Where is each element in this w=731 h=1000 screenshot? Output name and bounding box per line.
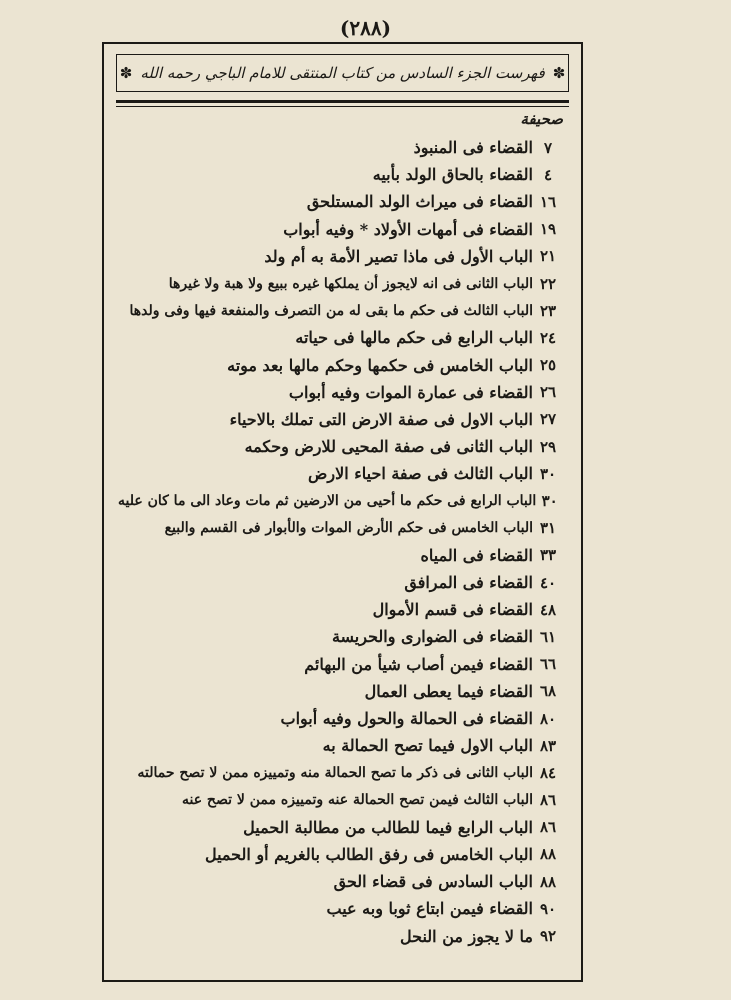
entry-page-number: ٦٨ xyxy=(539,682,557,701)
page-column-header: صحيفة xyxy=(520,110,563,128)
index-entry xyxy=(118,705,563,732)
entry-title: الباب الثانى فى انه لايجوز أن يملكها غيره ببيع ولا هبة ولا غيرها xyxy=(168,275,533,292)
index-entry xyxy=(118,623,563,650)
entry-title: القضاء فيما يعطى العمال xyxy=(364,681,533,701)
entry-title: الباب الاول فيما تصح الحمالة به xyxy=(322,736,533,756)
index-entry xyxy=(118,651,563,678)
index-entry xyxy=(118,678,563,705)
index-entry xyxy=(118,759,563,786)
index-entry xyxy=(118,406,563,433)
entry-title: الباب الثالث فى حكم ما بقى له من التصرف والمنفعة فيها وفى ولدها xyxy=(129,302,533,319)
entry-title: الباب الثانى فى صفة المحيى للارض وحكمه xyxy=(244,437,533,457)
index-frame xyxy=(102,42,583,982)
entry-page-number: ٤ xyxy=(543,165,553,184)
entry-page-number: ٤٨ xyxy=(539,600,557,619)
index-title: فهرست الجزء السادس من كتاب المنتقى للامام الباجي رحمه الله xyxy=(140,64,545,82)
entry-title: الباب الخامس فى حكمها وحكم مالها بعد موته xyxy=(227,355,533,375)
entry-title: القضاء فى ميراث الولد المستلحق xyxy=(306,192,533,212)
entry-title: الباب الرابع فيما للطالب من مطالبة الحميل xyxy=(243,817,533,837)
entry-title: الباب الخامس فى حكم الأرض الموات والأبوار فى القسم والبيع xyxy=(164,520,533,537)
index-entry xyxy=(118,487,563,514)
entry-page-number: ٢٥ xyxy=(539,356,557,375)
index-entry xyxy=(118,188,563,215)
entry-title: ما لا يجوز من النحل xyxy=(400,926,533,946)
index-entry xyxy=(118,841,563,868)
index-entry xyxy=(118,569,563,596)
entry-title: الباب الرابع فى حكم مالها فى حياته xyxy=(295,328,533,348)
index-entry xyxy=(118,460,563,487)
entry-page-number: ٦١ xyxy=(539,627,557,646)
entry-title: القضاء فى المنبوذ xyxy=(413,138,533,158)
index-entry xyxy=(118,787,563,814)
title-rule-thin xyxy=(116,106,569,107)
entry-page-number: ٩٠ xyxy=(539,899,557,918)
entry-page-number: ٨٠ xyxy=(539,709,557,728)
entry-title: القضاء فى قسم الأموال xyxy=(372,600,533,620)
index-entry xyxy=(118,596,563,623)
ornament-left-icon: ✽ xyxy=(119,64,133,82)
entry-page-number: ٣٣ xyxy=(539,546,557,565)
index-entry xyxy=(118,216,563,243)
page-number: (٢٨٨) xyxy=(339,16,392,40)
entry-page-number: ٨٦ xyxy=(539,791,557,810)
index-entry xyxy=(118,814,563,841)
index-entry xyxy=(118,868,563,895)
entry-title: الباب الثالث فيمن تصح الحمالة عنه وتمييزه ممن لا تصح عنه xyxy=(181,792,533,809)
entry-page-number: ٢٦ xyxy=(539,383,557,402)
entry-title: الباب الثانى فى ذكر ما تصح الحمالة منه وتمييزه ممن لا تصح حمالته xyxy=(137,764,533,781)
entry-page-number: ١٦ xyxy=(539,192,557,211)
index-entry xyxy=(118,433,563,460)
entry-title: الباب الاول فى صفة الارض التى تملك بالاحياء xyxy=(229,409,533,429)
entry-page-number: ٧ xyxy=(543,138,553,157)
entry-page-number: ٣٠ xyxy=(541,492,558,511)
entry-page-number: ٢٤ xyxy=(539,328,557,347)
entry-page-number: ٢٩ xyxy=(539,437,557,456)
entry-page-number: ٣١ xyxy=(539,519,557,538)
entry-page-number: ٢٧ xyxy=(539,410,557,429)
entry-title: القضاء بالحاق الولد بأبيه xyxy=(372,165,533,185)
index-entry xyxy=(118,297,563,324)
entry-title: القضاء فى المياه xyxy=(420,545,533,565)
ornament-right-icon: ✽ xyxy=(552,64,566,82)
entry-title: الباب الخامس فى رفق الطالب بالغريم أو الحميل xyxy=(204,844,533,864)
entry-title: القضاء فى المرافق xyxy=(404,573,533,593)
entry-page-number: ٨٣ xyxy=(539,736,557,755)
index-entry xyxy=(118,352,563,379)
entry-title: الباب الثالث فى صفة احياء الارض xyxy=(308,464,533,484)
index-entry xyxy=(118,379,563,406)
index-entry xyxy=(118,542,563,569)
index-entry xyxy=(118,134,563,161)
entry-title: الباب الأول فى ماذا تصير الأمة به أم ولد xyxy=(264,246,533,266)
index-entry xyxy=(118,270,563,297)
index-title-box xyxy=(116,54,569,92)
index-entry xyxy=(118,515,563,542)
entry-page-number: ٦٦ xyxy=(539,655,557,674)
entry-page-number: ٢٢ xyxy=(539,274,557,293)
index-entry xyxy=(118,895,563,922)
entry-page-number: ٨٨ xyxy=(539,845,557,864)
entry-title: القضاء فى الضوارى والحريسة xyxy=(331,627,533,647)
entry-page-number: ٢٣ xyxy=(539,301,557,320)
title-rule-thick xyxy=(116,100,569,103)
index-entry xyxy=(118,922,563,949)
entry-title: القضاء فيمن ابتاع ثوبا وبه عيب xyxy=(326,899,533,919)
entry-page-number: ٨٨ xyxy=(539,872,557,891)
entry-title: الباب الرابع فى حكم ما أحيى من الارضين ثم مات وعاد الى ما كان عليه xyxy=(118,493,537,510)
index-entries xyxy=(118,134,563,950)
entry-page-number: ١٩ xyxy=(539,220,557,239)
entry-title: القضاء فى أمهات الأولاد * وفيه أبواب xyxy=(283,219,533,239)
entry-title: الباب السادس فى قضاء الحق xyxy=(333,872,533,892)
entry-page-number: ٣٠ xyxy=(539,464,557,483)
index-entry xyxy=(118,243,563,270)
entry-title: القضاء فيمن أصاب شيأ من البهائم xyxy=(304,654,533,674)
index-entry xyxy=(118,324,563,351)
entry-page-number: ٩٢ xyxy=(539,927,557,946)
index-entry xyxy=(118,732,563,759)
entry-page-number: ٤٠ xyxy=(539,573,557,592)
entry-page-number: ٢١ xyxy=(539,247,557,266)
entry-title: القضاء فى الحمالة والحول وفيه أبواب xyxy=(280,709,533,729)
entry-title: القضاء فى عمارة الموات وفيه أبواب xyxy=(288,382,533,402)
entry-page-number: ٨٦ xyxy=(539,818,557,837)
index-entry xyxy=(118,161,563,188)
entry-page-number: ٨٤ xyxy=(539,763,557,782)
